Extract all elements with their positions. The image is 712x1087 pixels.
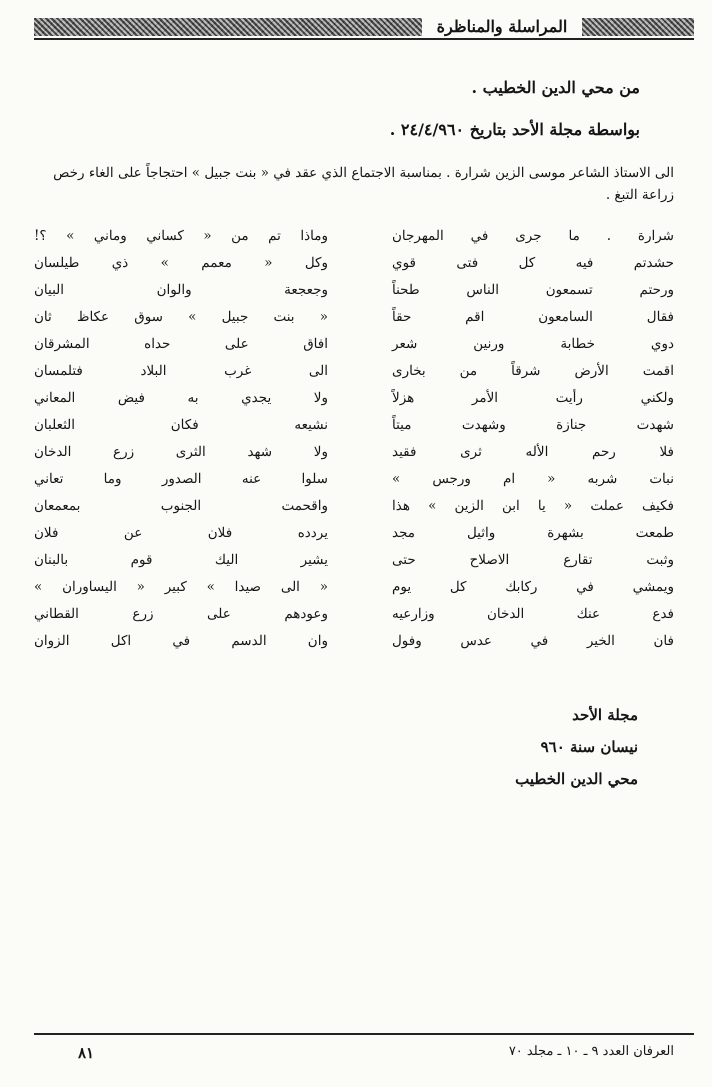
verse-second-hemistich: وان الدسم في اكل الزوان	[34, 633, 328, 649]
verse-first-hemistich: شهدت جنازة وشهدت ميتاً	[392, 417, 674, 433]
verse-first-hemistich: دوي خطابة ورنين شعر	[392, 336, 674, 352]
verse-second-hemistich: سلوا عنه الصدور وما تعاني	[34, 471, 328, 487]
signature-magazine: مجلة الأحد	[572, 706, 638, 724]
letter-from: من محي الدين الخطيب .	[471, 78, 640, 97]
verse-first-hemistich: فكيف عملت « يا ابن الزين » هذا	[392, 498, 674, 514]
verse-second-hemistich: « الى صيدا » كبير « اليساوران »	[34, 579, 328, 595]
verse-first-hemistich: ويمشي في ركابك كل يوم	[392, 579, 674, 595]
page-number: ٨١	[78, 1044, 95, 1062]
verse-first-hemistich: اقمت الأرض شرقاً من بخارى	[392, 363, 674, 379]
signature-name: محي الدين الخطيب	[515, 770, 638, 788]
verse-second-hemistich: يشير اليك قوم بالبنان	[34, 552, 328, 568]
verse-second-hemistich: يردده فلان عن فلان	[34, 525, 328, 541]
verse	[34, 523, 674, 550]
letter-via: بواسطة مجلة الأحد بتاريخ ٢٤/٤/٩٦٠ .	[389, 120, 640, 139]
verse-first-hemistich: فدع عنك الدخان وزارعيه	[392, 606, 674, 622]
verse-second-hemistich: « بنت جبيل » سوق عكاظ ثان	[34, 309, 328, 325]
verse	[34, 226, 674, 253]
verse-second-hemistich: نشيعه فكان الثعلبان	[34, 417, 328, 433]
verse	[34, 253, 674, 280]
verse-second-hemistich: الى غرب البلاد فتلمسان	[34, 363, 328, 379]
footer-rule	[34, 1033, 694, 1035]
header-rule	[34, 38, 694, 40]
verse-second-hemistich: وعودهم على زرع القطاني	[34, 606, 328, 622]
verse-second-hemistich: وكل « معمم » ذي طيلسان	[34, 255, 328, 271]
verse	[34, 334, 674, 361]
verse	[34, 415, 674, 442]
verse	[34, 280, 674, 307]
verse-second-hemistich: ولا يجدي به فيض المعاني	[34, 390, 328, 406]
verse	[34, 550, 674, 577]
page-header	[34, 16, 694, 42]
verse	[34, 496, 674, 523]
verse-second-hemistich: وجعجعة والوان البيان	[34, 282, 328, 298]
verse-first-hemistich: شرارة . ما جرى في المهرجان	[392, 228, 674, 244]
verse	[34, 307, 674, 334]
verse-first-hemistich: فلا رحم الأله ثرى فقيد	[392, 444, 674, 460]
verse-first-hemistich: ولكني رأيت الأمر هزلاً	[392, 390, 674, 406]
verse-first-hemistich: حشدتم فيه كل فتى قوي	[392, 255, 674, 271]
section-title: المراسلة والمناظرة	[426, 16, 578, 38]
letter-intro: الى الاستاذ الشاعر موسى الزين شرارة . بمناسبة الاجتماع الذي عقد في « بنت جبيل » احتجاجاً على الغاء رخص زراعة التبغ .	[53, 165, 674, 203]
verse	[34, 631, 674, 658]
journal-citation: العرفان العدد ٩ ـ ١٠ ـ مجلد ٧٠	[508, 1044, 674, 1059]
verse	[34, 469, 674, 496]
verse-second-hemistich: واقحمت الجنوب بمعمعان	[34, 498, 328, 514]
verse-first-hemistich: وثبت تقارع الاصلاح حتى	[392, 552, 674, 568]
header-ornament-left	[34, 18, 422, 36]
verse-first-hemistich: فان الخير في عدس وفول	[392, 633, 674, 649]
verse-second-hemistich: ولا شهد الثرى زرع الدخان	[34, 444, 328, 460]
verse-first-hemistich: فقال السامعون اقم حقاً	[392, 309, 674, 325]
poem	[34, 226, 674, 658]
verse-first-hemistich: ورحتم تسمعون الناس طحناً	[392, 282, 674, 298]
verse	[34, 361, 674, 388]
signature-date: نيسان سنة ٩٦٠	[540, 738, 638, 756]
verse-first-hemistich: طمعت بشهرة واثيل مجد	[392, 525, 674, 541]
verse-second-hemistich: وماذا تم من « كساني وماني » ؟!	[34, 228, 328, 244]
verse	[34, 442, 674, 469]
verse-second-hemistich: افاق على حداه المشرقان	[34, 336, 328, 352]
header-ornament-right	[582, 18, 694, 36]
verse	[34, 577, 674, 604]
verse	[34, 388, 674, 415]
verse-first-hemistich: نبات شربه « ام ورجس »	[392, 471, 674, 487]
verse	[34, 604, 674, 631]
